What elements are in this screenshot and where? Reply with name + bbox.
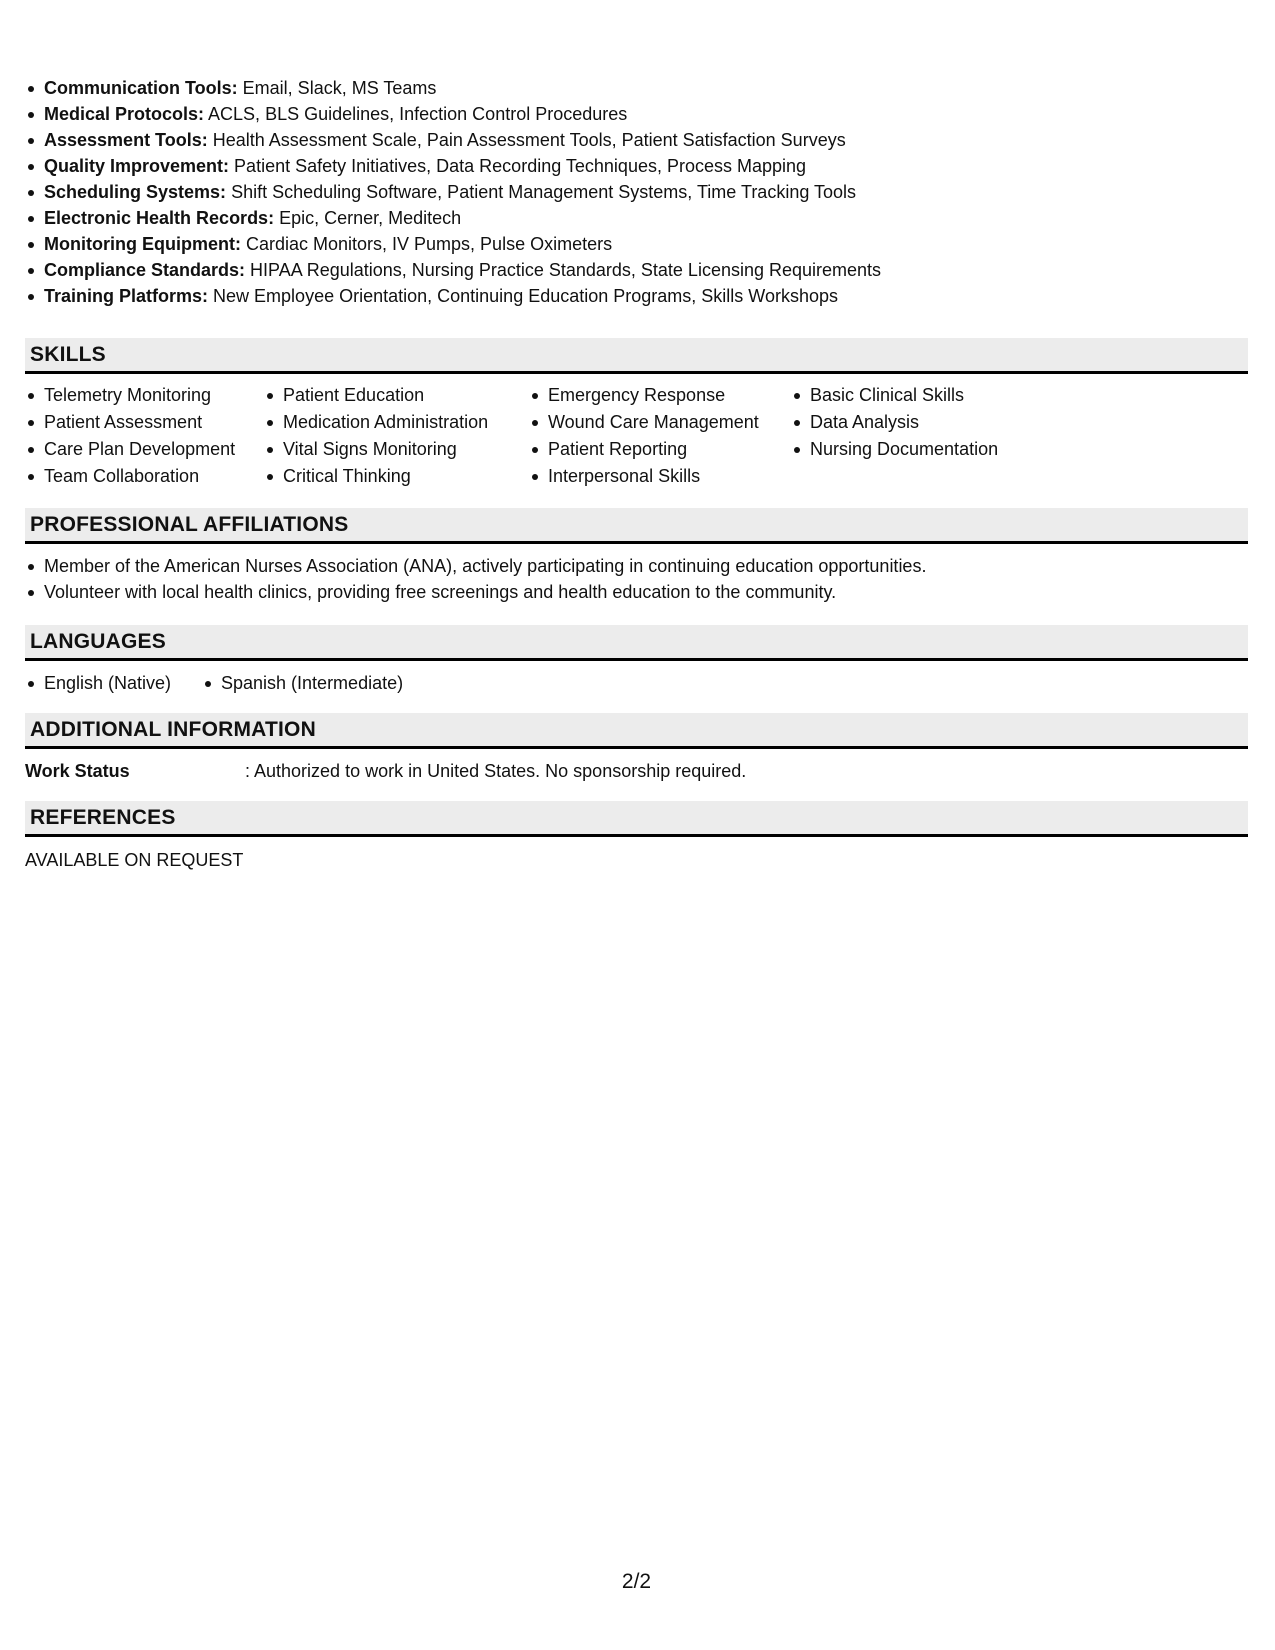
skills-section-header [25,338,1248,374]
work-status-value: : Authorized to work in United States. No sponsorship required. [245,761,747,781]
skill-item: Patient Education [264,382,529,409]
section-title: PROFESSIONAL AFFILIATIONS [30,513,349,536]
skill-item: Telemetry Monitoring [25,382,264,409]
skill-item: Patient Assessment [25,409,264,436]
tools-item: Training Platforms: New Employee Orientation, Continuing Education Programs, Skills Workshops [25,283,881,309]
skill-item: Patient Reporting [529,436,791,463]
skill-item: Team Collaboration [25,463,264,490]
section-title: ADDITIONAL INFORMATION [30,718,316,741]
skill-item: Basic Clinical Skills [791,382,1031,409]
tools-item: Compliance Standards: HIPAA Regulations, Nursing Practice Standards, State Licensing Requirements [25,257,881,283]
references-text: AVAILABLE ON REQUEST [25,850,244,870]
references-section-header [25,801,1248,837]
affiliation-item: Volunteer with local health clinics, providing free screenings and health education to the community. [25,579,926,605]
skill-item: Care Plan Development [25,436,264,463]
skills-column [529,382,791,490]
language-item: English (Native) [25,670,202,696]
skill-item: Nursing Documentation [791,436,1031,463]
tools-list [25,75,881,309]
tools-item: Assessment Tools: Health Assessment Scale, Pain Assessment Tools, Patient Satisfaction Surveys [25,127,881,153]
affiliation-item: Member of the American Nurses Association (ANA), actively participating in continuing education opportunities. [25,553,926,579]
skill-item: Data Analysis [791,409,1031,436]
tools-item: Monitoring Equipment: Cardiac Monitors, IV Pumps, Pulse Oximeters [25,231,881,257]
skills-column [791,382,1031,490]
skill-item: Critical Thinking [264,463,529,490]
tools-item: Communication Tools: Email, Slack, MS Teams [25,75,881,101]
page-number: 2/2 [621,1570,652,1593]
skill-item: Vital Signs Monitoring [264,436,529,463]
additional-info-section-header [25,713,1248,749]
affiliations-section-header [25,508,1248,544]
language-item: Spanish (Intermediate) [202,670,403,696]
tools-item: Scheduling Systems: Shift Scheduling Software, Patient Management Systems, Time Tracking Tools [25,179,881,205]
tools-item: Quality Improvement: Patient Safety Initiatives, Data Recording Techniques, Process Mapping [25,153,881,179]
skill-item: Wound Care Management [529,409,791,436]
skills-column [25,382,264,490]
skill-item: Emergency Response [529,382,791,409]
work-status-row [25,758,746,784]
section-title: REFERENCES [30,806,176,829]
skill-item: Medication Administration [264,409,529,436]
tools-item: Electronic Health Records: Epic, Cerner, Meditech [25,205,881,231]
skills-grid [25,382,1031,490]
affiliations-list [25,553,926,605]
resume-page [25,0,1248,1650]
tools-item: Medical Protocols: ACLS, BLS Guidelines, Infection Control Procedures [25,101,881,127]
section-title: SKILLS [30,343,106,366]
work-status-label: Work Status [25,761,130,781]
languages-list [25,670,403,696]
languages-section-header [25,625,1248,661]
section-title: LANGUAGES [30,630,166,653]
skills-column [264,382,529,490]
skill-item: Interpersonal Skills [529,463,791,490]
